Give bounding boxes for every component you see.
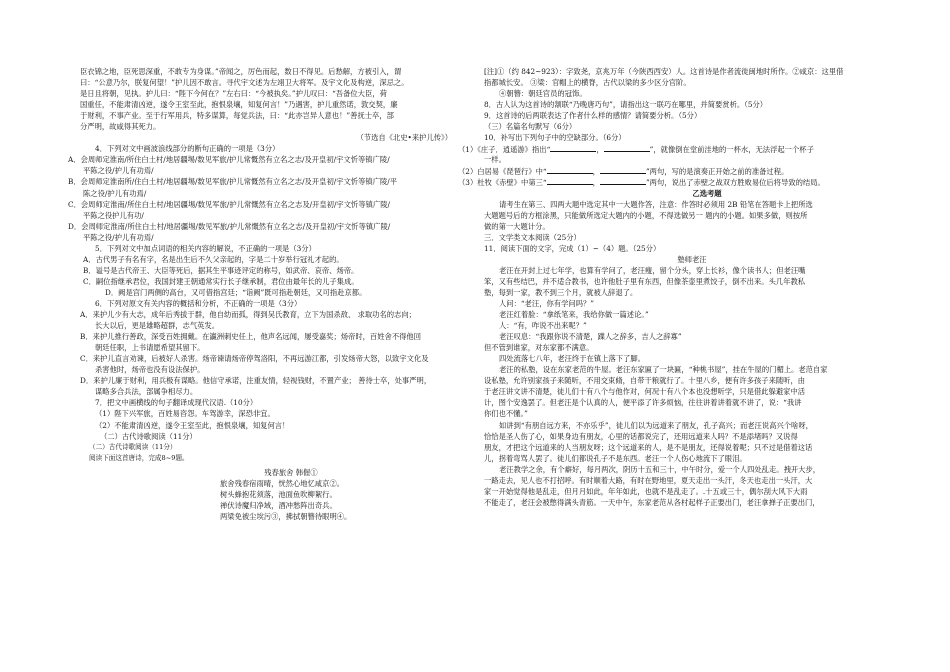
q4-stem: 4．下列对文中画波浪线部分的断句正确的一项是（3分）	[95, 144, 280, 154]
story-line: 老汪在开封上过七年学，也算有学问了，老汪瘦，留个分头，穿上长衫，像个读书人；但老汪嘴	[499, 265, 806, 275]
note-line: 指都城长安。 ③梁：官帽上的横脊，古代以梁的多少区分官阶。	[484, 78, 691, 88]
passage-line: 曰：“公意乃尔，朕复何望！”护儿因不敢言。寻代宇文述为左翊卫大将军。及宇文化及构逆，深忌之。	[80, 78, 409, 88]
story-line: 四处流落七八年，老汪终于在镇上落下了脚。	[499, 354, 645, 364]
choice-instructions	[484, 199, 870, 232]
section-ii-subheading: （二）古代诗歌阅读（11分）	[89, 442, 177, 451]
q6-option-cont: 谋略多合兵法，部属争相尽力。	[95, 387, 198, 397]
q5-option-a: A．古代男子有名有字，名是出生后不久父亲起的，字是二十岁举行冠礼才起的。	[83, 254, 344, 264]
story-line: 儿，拐着弯骂人罢了。徒儿们都说孔子不是东西。老汪一个人伤心地流下了眼泪。	[484, 453, 747, 463]
q5-option-c: C．嗣位指继承君位，我国封建王朝通常实行长子继承制，君位由最年长的儿子集成。	[83, 276, 359, 286]
story-line: 老汪红着脸：“拿纸笔来，我给你做一篇述论。”	[499, 310, 649, 320]
section-ii-heading: （二）古代诗歌阅读（11分）	[100, 431, 197, 441]
story-line: 人问：“老汪，你有学问吗？”	[499, 298, 595, 308]
answer-blank[interactable]	[547, 165, 593, 174]
note-line: ④朝簪：朝廷官员的冠饰。	[499, 89, 587, 99]
story-line: 一路走去，见人也不打招呼。有时顺着大路，有时在野地里，夏天走出一头汗，冬天也走出一头汗，大	[484, 475, 813, 485]
q10-stem: 10．补写出下列句子中的空缺部分。（6分）	[484, 133, 626, 143]
item-number: （1）	[458, 145, 478, 155]
instruction-line: 大题题号后的方框涂黑，只能做所选定大题内的小题，不得选做另一 题内的小题。如果多做，则按所	[484, 210, 808, 220]
answer-blank[interactable]	[600, 176, 646, 185]
q6-option-cont: 杀害他时，炀帝也没有设法保护。	[95, 365, 205, 375]
q4-option: A．会周师定淮南/所住白土村/地居疆埸/数见军旅/护儿常慨然有立名之志/及开皇初/宇文忻等镇广陵/	[68, 155, 390, 165]
answer-blank[interactable]	[547, 176, 593, 185]
story-line: 笨，又有些结巴，并不适合教书，也许他肚子里有东西，但像茶壶里煮饺子，倒不出来。头几年教私	[484, 276, 806, 286]
story-title: 塾师老汪	[677, 254, 707, 264]
story-line: 老汪叹息：“我跟你说不清楚，蹀人之辞多，吉人之辞寡”	[499, 332, 682, 342]
item-number: （3）	[458, 178, 478, 188]
story-line: 你们也不懂。”	[484, 409, 528, 419]
story-line: 计，图个安逸罢了。但老汪是个认真的人，便平添了许多烦恼，往往讲着讲着就不讲了，说：“我讲	[484, 398, 802, 408]
instruction-line: 做的第一大题计分。	[484, 221, 550, 231]
q4-option-cont: 陈之役/护儿有功焉/	[83, 188, 147, 198]
poem-title: 残春旅舍 韩偓①	[264, 467, 318, 477]
q11-stem: 11．阅读下面的文字，完成（1）~（4）题。（25分）	[484, 243, 661, 253]
right-column	[458, 66, 870, 508]
story-text	[484, 265, 870, 508]
item-number: （2）	[458, 167, 478, 177]
left-column	[68, 66, 472, 522]
classical-passage	[80, 66, 472, 132]
passage-line: 国重任，不能肃清凶逆，遂令王室至此，抱恨泉壤，知复何言！”乃遇害，护儿重然诺，敦交契，廉	[80, 100, 398, 110]
story-line: 设私塾，允许别家孩子来随听，不用交束脩，自带干粮就行了。十里八乡，便有许多孩子来随听，由	[484, 376, 806, 386]
story-line: 老汪教学之余，有个癖好，每月两次，阴历十五和三十，中午时分，爱一个人四处乱走。拽开大步，	[499, 464, 821, 474]
q4-option: D．会周师定淮南/所住白土村/地居疆埸/数见军旅/护儿常慨然有立名之志/及开皇初/宇文忻等镇广陵/	[68, 221, 391, 231]
q7-item-1: （1）陛下兴军旅，百姓易咨怨。车驾游幸，深恐非宜。	[95, 409, 275, 419]
q10-item-2: （2）白居易《琵琶行》中“ ， ”两句，写的是演奏正开始之前的准备过程。	[458, 167, 789, 177]
q6-option: D．来护儿廉于财利，用兵极有谋略。他信守承诺，注重友情，轻视钱财，不置产业； 善待士卒，处事严明，	[80, 376, 432, 386]
q5-option-d: D．阙是宫门两侧的高台，又可借指宫廷；“诣阙”既可指赴朝廷，又可指赴京都。	[105, 287, 367, 297]
passage-line: 是日且将朝，见执。护儿曰：“陛下今何在？”左右曰：“今被执矣。”护儿叹曰：“吾备位大臣，荷	[80, 89, 387, 99]
q8: 8．古人认为这首诗的颔联“乃晚唐巧句”，请指出这一联巧在哪里，并简要赏析。（5分）	[484, 100, 768, 110]
q9: 9．这首诗的后两联表达了作者什么样的感情？请简要分析。（5分）	[484, 111, 702, 121]
story-line: 家一开始觉得他是乱走，但月月如此，年年如此，也就不是乱走了。.十五或三十，偶尔刮大风下大雨	[484, 486, 808, 496]
q6-option-cont: 朝廷任职，上书请愿希望其留下。	[95, 343, 205, 353]
q6-stem: 6．下列对原文有关内容的概括和分析，不正确的一项是（3分）	[95, 298, 302, 308]
q6-option-cont: 长大以后，更是雄略超群，志气英发。	[95, 321, 220, 331]
q4-option-cont: 平陈之役护儿有功/	[83, 210, 144, 220]
q10-item-1-cont: 一样。	[484, 155, 506, 165]
section-b-heading: 乙选考题	[692, 188, 722, 198]
story-line: 如讲到“有朋自远方来，不亦乐乎”，徒儿们以为远道来了朋友，孔子高兴；而老汪说高兴个啥呀，	[499, 420, 813, 430]
story-line: 恰恰是圣人伤了心，如果身边有朋友，心里的话都说完了，还用远道来人吗？不是添堵吗？又说得	[484, 431, 798, 441]
q4-option-cont: 平陈之役/护儿有功焉/	[83, 166, 154, 176]
answer-blank[interactable]	[600, 165, 646, 174]
answer-blank[interactable]	[550, 143, 596, 152]
story-line: 但不管到谁家，对东家都不满意。	[484, 343, 594, 353]
q10-item-1: （1）《庄子．逍遥游》指出“ ， ”，就像倒在堂前洼地的一杯水，无法浮起一个杯子	[458, 145, 814, 155]
poem-line: 禅伏诗魔归净域，酒冲愁阵出奇兵。	[220, 500, 337, 510]
section-ii-instruction: 阅读下面这首唐诗，完成8~9题。	[89, 453, 189, 462]
q5-stem: 5．下列对文中加点词语的相关内容的解说，不正确的一项是（3分）	[95, 243, 316, 253]
section-3-heading: 三．文学类文本阅读（25分）	[484, 232, 581, 242]
poem-line: 两梁免被尘埃污③，拂拭朝簪待眼明④。	[220, 511, 352, 521]
q7-item-2: （2）不能肃清凶逆，遂令王室至此，抱恨泉壤，知复何言！	[95, 420, 290, 430]
q4-option-cont: 平陈之役/护儿有功焉/	[83, 232, 154, 242]
poem-line: 旅舍残春宿雨晴，恍然心地忆咸京②。	[220, 478, 345, 488]
q6-options	[80, 309, 472, 397]
story-line: 人：“有，咋说不出来呢？”	[499, 321, 587, 331]
story-line: 朋友，才把这个远道来的人当朋友呀；这个远道来的人，是不是朋友，还得说着呢；只不过是借着这话	[484, 442, 813, 452]
passage-source: （节选自《北史•来护儿传》）	[356, 133, 452, 143]
story-line: 老汪的私塾，设在东家老范的牛屋。老汪东家匾了一块匾，“种桃书屋”，挂在牛屋的门楣上。老范自家	[499, 365, 828, 375]
story-line: 于老汪讲文讲不清楚，徒儿们十有八个与他作对，何况十有八个本也没想听学，只是借此躲避家中活	[484, 387, 806, 397]
poem-notes	[484, 66, 870, 99]
instruction-line: 请考生在第三、四两大题中选定其中一大题作答，注意：作答时必须用 2B 铅笔在答题卡上把所选	[499, 199, 813, 209]
answer-blank[interactable]	[604, 143, 650, 152]
story-line: 不能走了，老汪会被憋得满头青筋。一天中午，东家老范从各村起样子正要出门，老汪拿掸子正要出门，	[484, 497, 820, 507]
poem-line: 树头蜂抱花须落，池面鱼吹柳絮行。	[220, 489, 337, 499]
q6-option: C．来护儿直言劝谏，后被好人杀害。炀帝谏请炀帝停驾洛阳，不再远游江都，引发炀帝大怒，以致宇文化及	[80, 354, 429, 364]
q6-option: A．来护儿少有大志，成年后秀拔于群，他自幼而孤，得到吴氏教育，立下为国杀敌、 求取功名的志向；	[80, 310, 416, 320]
note-line: [注]①（约 842~923）：字致尧，京兆万年（今陕西西安）人。这首诗是作者流徙闽地时所作。②咸京：这里借	[484, 67, 844, 76]
q4-options	[68, 154, 472, 242]
q4-option: B．会周师定淮南所/住白土村/地居疆埸/数见军旅/护儿常慨然有立名之志/及开皇初/宇文忻等镇广陵/平	[68, 177, 398, 187]
passage-line: 分严明，故咸得其死力。	[80, 122, 161, 132]
q6-option: B．来护儿推行善政，深受百姓拥戴。在瀛洲刺史任上，他声名远闻，屡受嘉奖；炀帝时，百姓舍不得他回	[80, 332, 422, 342]
q5-option-b: B．谥号是古代帝王、大臣等死后，据其生平事迹评定的称号，如武帝、哀帝、炀帝。	[83, 265, 359, 275]
q10-item-3: （3）杜牧《赤壁》中第三“ ， ”两句，说出了赤壁之战双方胜败易位后将导致的结局。	[458, 178, 825, 188]
q4-option: C．会周师定淮南/所住白土村/地居疆埸/数见军旅/护儿常慨然有立名之志及/开皇初/宇文忻等镇广陵/	[68, 199, 390, 209]
story-line: 塾，每到一家，教不到三个月，就被人辞退了。	[484, 287, 638, 297]
passage-line: 臣衣锦之地，臣死思深重，不敢专为身谋。”帝闻之，厉色而起，数日不得见。后愁解，方被引入，谓	[80, 67, 402, 76]
section-iii-heading: （三）名篇名句默写（6分）	[484, 122, 577, 132]
passage-line: 于财利，不事产业。至于行军用兵，特多谋算，每觉兵法，曰：“此亦岂异人意也！”善抚士卒，部	[80, 111, 394, 121]
q7-stem: 7．把文中画横线的句子翻译成现代汉语.（10分）	[95, 398, 258, 408]
